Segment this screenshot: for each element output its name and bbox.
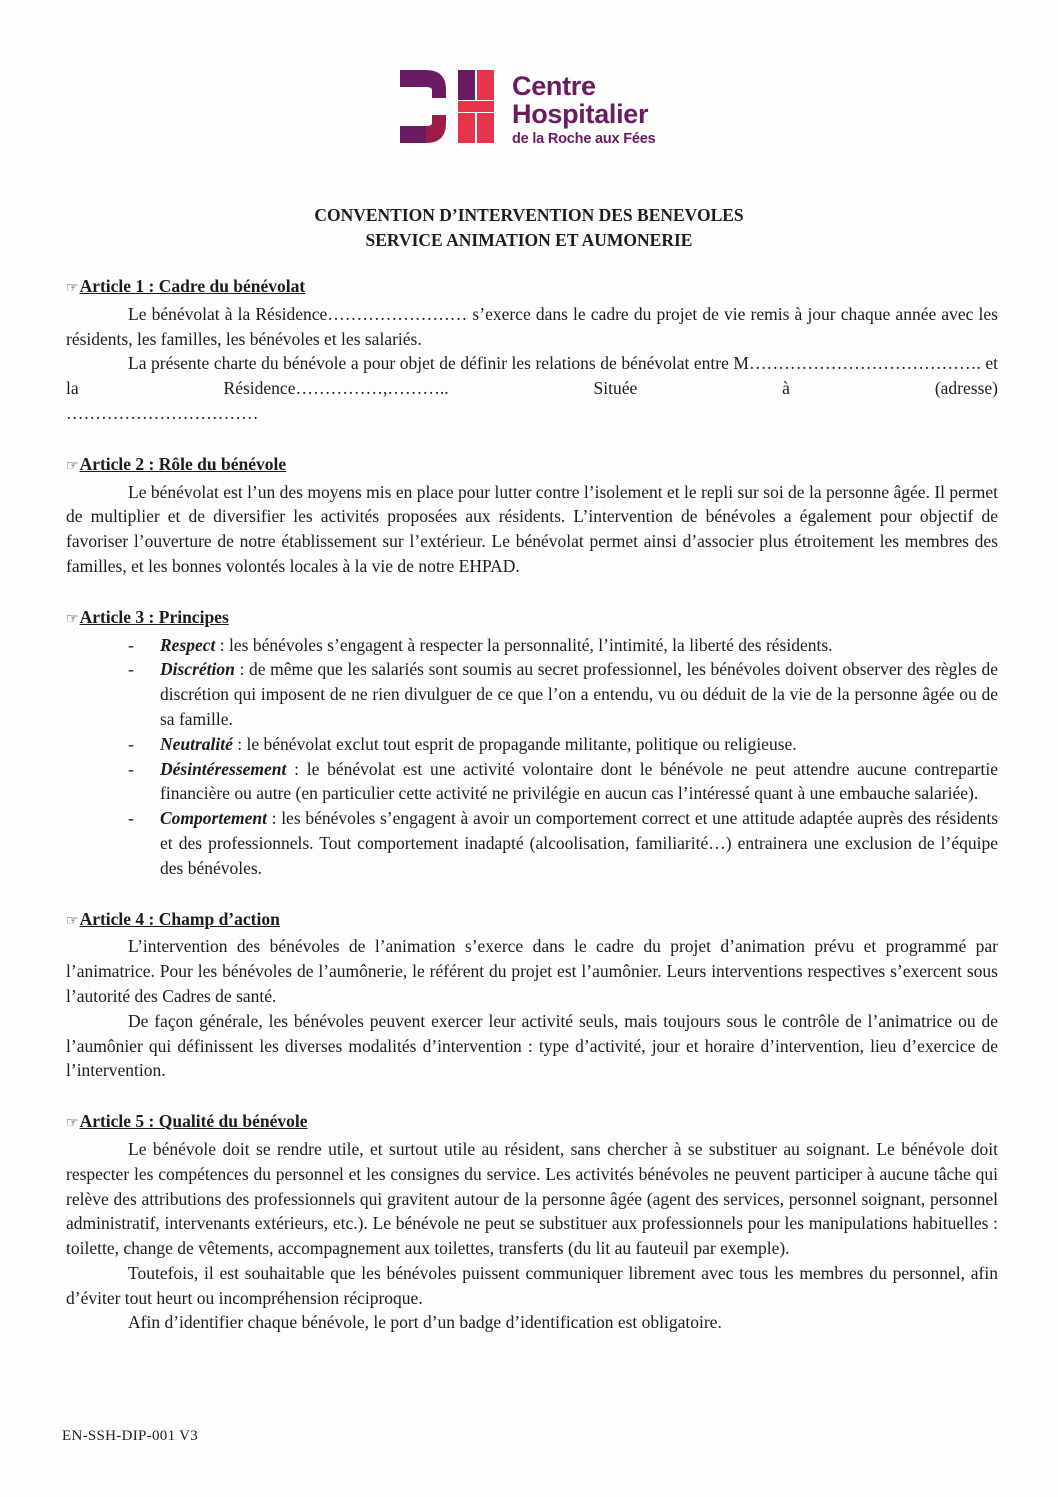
logo-mark-icon	[398, 68, 508, 148]
hospital-logo	[398, 68, 698, 158]
article-heading: ☞Article 1 : Cadre du bénévolat	[66, 276, 306, 296]
pointing-hand-icon: ☞	[66, 281, 79, 296]
logo-title-line1: Centre	[512, 71, 596, 101]
principles-list	[66, 633, 998, 881]
list-item: - Comportement : les bénévoles s’engagent à avoir un comportement correct et une attitude adaptée auprès des résidents et des professionnels. Tout comportement inadapté (alcoolisation, familiarité…) entrainera une exclusion de l’équipe des bénévoles.	[128, 808, 998, 878]
pointing-hand-icon: ☞	[66, 458, 79, 474]
article-1	[66, 274, 998, 426]
article-2	[66, 452, 998, 579]
pointing-hand-icon: ☞	[66, 1116, 79, 1132]
article-4	[66, 907, 998, 1084]
list-item: - Désintéressement : le bénévolat est une activité volontaire dont le bénévole ne peut attendre aucune contrepartie financière ou autre (en particulier cette activité ne privilégie en aucun cas l’intéressé quant à une embauche salariée).	[128, 758, 998, 804]
list-item: - Discrétion : de même que les salariés sont soumis au secret professionnel, les bénévoles doivent observer des règles de discrétion qui imposent de ne rien divulguer de ce que l’on a entendu, vu ou déduit de la vie de la personne âgée ou de sa famille.	[128, 659, 998, 729]
article-heading: ☞Article 4 : Champ d’action	[66, 908, 280, 929]
paragraph: De façon générale, les bénévoles peuvent exercer leur activité seuls, mais toujours sous le contrôle de l’animatrice ou de l’aumônier qui définissent les diverses modalités d’intervention : type d’activité, jour et horaire d’intervention, lieu d’exercice de l’intervention.	[66, 1010, 998, 1081]
title-line-1: CONVENTION D’INTERVENTION DES BENEVOLES	[314, 205, 744, 225]
list-item: - Respect : les bénévoles s’engagent à respecter la personnalité, l’intimité, la liberté des résidents.	[128, 634, 833, 655]
paragraph: La présente charte du bénévole a pour objet de définir les relations de bénévolat entre M…………………………………. et la Résidence……………,……….. Située à (adresse)	[66, 353, 998, 399]
article-heading: ☞Article 5 : Qualité du bénévole	[66, 1111, 308, 1132]
paragraph: Le bénévole doit se rendre utile, et surtout utile au résident, sans chercher à se substituer au soignant. Le bénévole doit respecter les compétences du personnel et les consignes du service. Les activités bénévoles ne peuvent participer à aucune tâche qui relève des attributions des professionnels qui gravitent autour de la personne âgée (agent des services, personnel soignant, personnel administratif, intervenants extérieurs, etc.). Le bénévole ne peut se substituer aux professionnels pour les manipulations habituelles : toilette, change de vêtements, accompagnement aux toilettes, transferts (du lit au fauteuil par exemple).	[66, 1138, 998, 1259]
title-line-2: SERVICE ANIMATION ET AUMONERIE	[365, 230, 693, 250]
address-dots: ……………………………	[66, 402, 259, 423]
document-reference: EN-SSH-DIP-001 V3	[62, 1428, 199, 1444]
article-heading: ☞Article 3 : Principes	[66, 606, 229, 627]
paragraph: Le bénévolat est l’un des moyens mis en place pour lutter contre l’isolement et le repli sur soi de la personne âgée. Il permet de multiplier et de diversifier les activités proposées aux résidents. L’intervention de bénévoles a également pour objectif de favoriser l’ouverture de notre établissement sur l’extérieur. Le bénévolat permet ainsi d’associer plus étroitement les membres des familles, et les bonnes volontés locales à la vie de notre EHPAD.	[66, 481, 998, 576]
paragraph: L’intervention des bénévoles de l’animation s’exerce dans le cadre du projet d’animation prévu et programmé par l’animatrice. Pour les bénévoles de l’aumônerie, le référent du projet est l’aumônier. Leurs interventions respectives s’exercent sous l’autorité des Cadres de santé.	[66, 936, 998, 1006]
article-3	[66, 605, 998, 881]
pointing-hand-icon: ☞	[66, 913, 79, 929]
paragraph: Toutefois, il est souhaitable que les bénévoles puissent communiquer librement avec tous les membres du personnel, afin d’éviter tout heurt ou incompréhension réciproque.	[66, 1262, 998, 1308]
logo-subtitle: de la Roche aux Fées	[512, 131, 656, 147]
list-item: - Neutralité : le bénévolat exclut tout esprit de propagande militante, politique ou religieuse.	[128, 733, 797, 754]
logo-title-line2: Hospitalier	[512, 99, 649, 129]
pointing-hand-icon: ☞	[66, 611, 79, 627]
article-heading: ☞Article 2 : Rôle du bénévole	[66, 453, 287, 474]
paragraph: Le bénévolat à la Résidence…………………… s’exerce dans le cadre du projet de vie remis à jour chaque année avec les résidents, les familles, les bénévoles et les salariés.	[66, 303, 998, 349]
paragraph: Afin d’identifier chaque bénévole, le port d’un badge d’identification est obligatoire.	[128, 1312, 722, 1333]
document-body	[66, 274, 998, 1361]
document-title	[0, 203, 1058, 253]
article-5	[66, 1109, 998, 1335]
